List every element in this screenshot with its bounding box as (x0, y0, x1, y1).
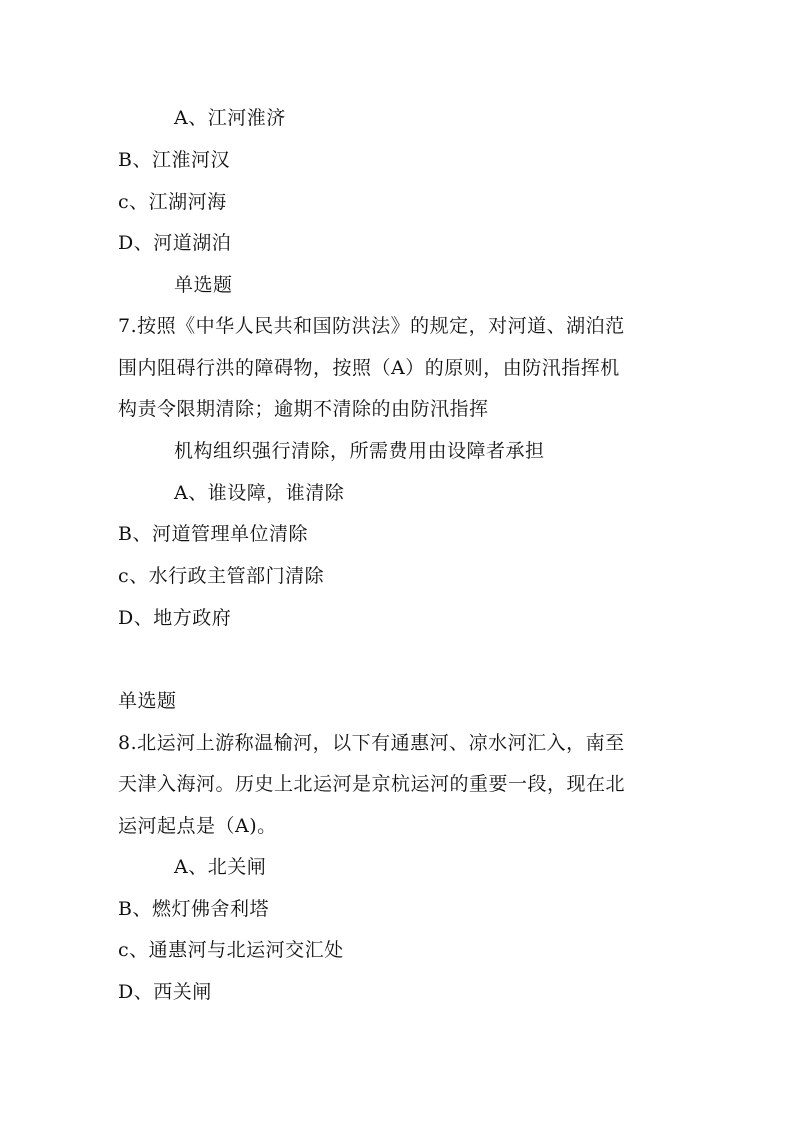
q8-option-b: B、燃灯佛舍利塔 (118, 898, 269, 920)
q8-option-a: A、北关闸 (174, 856, 267, 878)
q6-option-a: A、江河淮济 (174, 107, 286, 129)
q6-option-c: c、江湖河海 (118, 191, 227, 213)
q7-option-b: B、河道管理单位清除 (118, 523, 308, 545)
q7-option-c: c、水行政主管部门清除 (118, 565, 325, 587)
q6-option-b: B、江淮河汉 (118, 149, 230, 171)
q7-option-d: D、地方政府 (118, 607, 232, 629)
q8-stem-line-3: 运河起点是（A)。 (118, 815, 277, 837)
q8-option-d: D、西关闸 (118, 981, 212, 1003)
q6-option-d: D、河道湖泊 (118, 232, 232, 254)
q8-type-label: 单选题 (118, 690, 177, 712)
q7-stem-line-4: 机构组织强行清除，所需费用由设障者承担 (174, 440, 545, 462)
q7-stem-line-1: 7.按照《中华人民共和国防洪法》的规定，对河道、湖泊范 (118, 315, 625, 337)
q7-option-a: A、谁设障，谁清除 (174, 482, 345, 504)
q7-stem-line-2: 围内阻碍行洪的障碍物，按照（A）的原则，由防汛指挥机 (118, 357, 620, 379)
q8-stem-line-2: 天津入海河。历史上北运河是京杭运河的重要一段，现在北 (118, 773, 626, 795)
q7-stem-line-3: 构责令限期清除；逾期不清除的由防汛指挥 (118, 398, 489, 420)
q8-stem-line-1: 8.北运河上游称温榆河，以下有通惠河、凉水河汇入，南至 (118, 732, 625, 754)
q7-type-label: 单选题 (174, 274, 233, 296)
q8-option-c: c、通惠河与北运河交汇处 (118, 939, 344, 961)
